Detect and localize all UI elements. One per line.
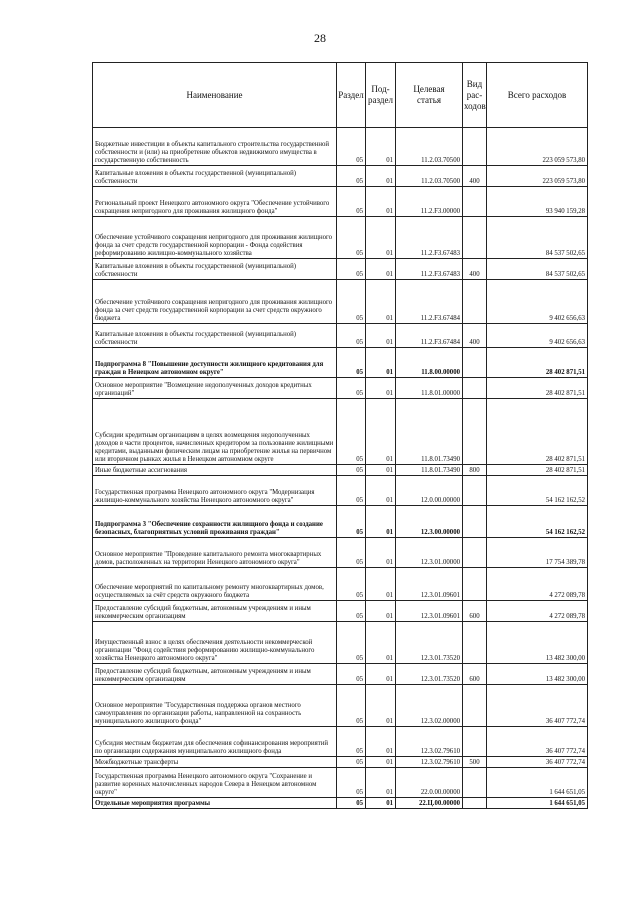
cell-section: 05 — [337, 348, 366, 378]
cell-kind: 500 — [463, 757, 487, 768]
cell-target: 11.8.00.00000 — [396, 348, 463, 378]
cell-name: Основное мероприятие "Государственная поддержка органов местного самоуправления по организации работы, направленной на сохранность муниципального жилищного фонда" — [93, 685, 337, 727]
cell-total: 223 059 573,80 — [487, 166, 588, 187]
cell-kind — [463, 568, 487, 601]
cell-subsection: 01 — [366, 166, 396, 187]
cell-subsection: 01 — [366, 798, 396, 809]
table-row — [93, 622, 588, 664]
cell-subsection: 01 — [366, 664, 396, 685]
table-row — [93, 166, 588, 187]
cell-name: Отдельные мероприятия программы — [93, 798, 337, 809]
table-row — [93, 217, 588, 259]
cell-subsection: 01 — [366, 685, 396, 727]
cell-subsection: 01 — [366, 324, 396, 348]
cell-section: 05 — [337, 259, 366, 280]
cell-subsection: 01 — [366, 399, 396, 465]
cell-subsection: 01 — [366, 622, 396, 664]
cell-subsection: 01 — [366, 768, 396, 798]
cell-subsection: 01 — [366, 568, 396, 601]
cell-kind: 600 — [463, 601, 487, 622]
cell-kind: 400 — [463, 259, 487, 280]
cell-kind — [463, 622, 487, 664]
cell-total: 13 482 300,00 — [487, 622, 588, 664]
cell-target: 11.8.01.73490 — [396, 465, 463, 476]
cell-subsection: 01 — [366, 757, 396, 768]
cell-target: 12.3.01.09601 — [396, 568, 463, 601]
cell-kind — [463, 727, 487, 757]
cell-section: 05 — [337, 768, 366, 798]
header-target: Целевая статья — [396, 63, 463, 128]
cell-kind — [463, 378, 487, 399]
cell-kind — [463, 685, 487, 727]
cell-target: 11.8.01.00000 — [396, 378, 463, 399]
cell-section: 05 — [337, 166, 366, 187]
cell-name: Региональный проект Ненецкого автономного округа "Обеспечение устойчивого сокращения непригодного для проживания жилищного фонда" — [93, 187, 337, 217]
cell-target: 12.3.01.00000 — [396, 538, 463, 568]
cell-total: 54 162 162,52 — [487, 476, 588, 506]
cell-total: 9 402 656,63 — [487, 280, 588, 324]
table-row — [93, 465, 588, 476]
cell-kind — [463, 187, 487, 217]
table-header-row — [93, 63, 588, 128]
cell-name: Межбюджетные трансферты — [93, 757, 337, 768]
cell-kind: 400 — [463, 166, 487, 187]
cell-subsection: 01 — [366, 601, 396, 622]
cell-target: 12.3.02.79610 — [396, 727, 463, 757]
cell-subsection: 01 — [366, 538, 396, 568]
cell-section: 05 — [337, 622, 366, 664]
cell-section: 05 — [337, 538, 366, 568]
cell-subsection: 01 — [366, 465, 396, 476]
cell-section: 05 — [337, 378, 366, 399]
cell-total: 17 754 389,78 — [487, 538, 588, 568]
cell-target: 11.2.F3.67484 — [396, 324, 463, 348]
cell-name: Субсидии кредитным организациям в целях возмещения недополученных доходов в части процентов, начисленных кредитором за пользование жилищными кредитами, выданными физическим лицам на приобретение жилья на первичном или вторичном рынках жилья в Ненецком автономном округе — [93, 399, 337, 465]
cell-name: Капитальные вложения в объекты государственной (муниципальной) собственности — [93, 259, 337, 280]
cell-section: 05 — [337, 465, 366, 476]
page-number: 28 — [314, 31, 326, 45]
cell-target: 12.3.01.73520 — [396, 664, 463, 685]
cell-section: 05 — [337, 798, 366, 809]
header-name: Наименование — [93, 63, 337, 128]
table-row — [93, 685, 588, 727]
cell-total: 223 059 573,80 — [487, 128, 588, 166]
cell-total: 93 940 159,28 — [487, 187, 588, 217]
cell-name: Иные бюджетные ассигнования — [93, 465, 337, 476]
cell-name: Предоставление субсидий бюджетным, автономным учреждениям и иным некоммерческим организациям — [93, 601, 337, 622]
cell-kind — [463, 348, 487, 378]
cell-target: 22.0.00.00000 — [396, 768, 463, 798]
cell-kind: 800 — [463, 465, 487, 476]
cell-section: 05 — [337, 324, 366, 348]
cell-total: 4 272 089,78 — [487, 568, 588, 601]
cell-total: 36 407 772,74 — [487, 727, 588, 757]
cell-target: 11.2.F3.67483 — [396, 217, 463, 259]
header-subsection: Под- раздел — [366, 63, 396, 128]
cell-total: 84 537 502,65 — [487, 259, 588, 280]
cell-target: 11.2.F3.67483 — [396, 259, 463, 280]
cell-section: 05 — [337, 476, 366, 506]
cell-subsection: 01 — [366, 378, 396, 399]
cell-total: 13 482 300,00 — [487, 664, 588, 685]
cell-name: Подпрограмма 3 "Обеспечение сохранности жилищного фонда и создание безопасных, благоприятных условий проживания граждан" — [93, 506, 337, 538]
cell-name: Обеспечение устойчивого сокращения непригодного для проживания жилищного фонда за счет средств государственной корпорации за счет средств окружного бюджета — [93, 280, 337, 324]
table-row — [93, 768, 588, 798]
cell-name: Обеспечение устойчивого сокращения непригодного для проживания жилищного фонда за счет средств государственной корпорации - Фонда содействия реформированию жилищно-коммунального хозяйства — [93, 217, 337, 259]
cell-name: Предоставление субсидий бюджетным, автономным учреждениям и иным некоммерческим организациям — [93, 664, 337, 685]
table-row — [93, 280, 588, 324]
cell-section: 05 — [337, 128, 366, 166]
table-row — [93, 568, 588, 601]
cell-name: Бюджетные инвестиции в объекты капитального строительства государственной собственности и (или) на приобретение объектов недвижимого имущества в государственную собственность — [93, 128, 337, 166]
table-row — [93, 399, 588, 465]
cell-subsection: 01 — [366, 259, 396, 280]
cell-target: 11.2.03.70500 — [396, 128, 463, 166]
cell-target: 12.3.02.00000 — [396, 685, 463, 727]
cell-kind — [463, 768, 487, 798]
cell-kind — [463, 538, 487, 568]
cell-target: 11.2.03.70500 — [396, 166, 463, 187]
cell-target: 11.8.01.73490 — [396, 399, 463, 465]
cell-total: 9 402 656,63 — [487, 324, 588, 348]
table-row — [93, 798, 588, 809]
table-row — [93, 601, 588, 622]
cell-total: 1 644 651,05 — [487, 798, 588, 809]
table-row — [93, 757, 588, 768]
cell-section: 05 — [337, 664, 366, 685]
cell-subsection: 01 — [366, 280, 396, 324]
cell-total: 54 162 162,52 — [487, 506, 588, 538]
table-row — [93, 538, 588, 568]
cell-name: Капитальные вложения в объекты государственной (муниципальной) собственности — [93, 324, 337, 348]
cell-target: 11.2.F3.00000 — [396, 187, 463, 217]
cell-subsection: 01 — [366, 217, 396, 259]
cell-name: Капитальные вложения в объекты государственной (муниципальной) собственности — [93, 166, 337, 187]
cell-total: 36 407 772,74 — [487, 757, 588, 768]
cell-kind — [463, 280, 487, 324]
cell-kind — [463, 798, 487, 809]
cell-total: 28 402 871,51 — [487, 378, 588, 399]
cell-section: 05 — [337, 506, 366, 538]
cell-subsection: 01 — [366, 348, 396, 378]
cell-section: 05 — [337, 187, 366, 217]
cell-kind — [463, 128, 487, 166]
cell-target: 22.Ц.00.00000 — [396, 798, 463, 809]
cell-kind — [463, 476, 487, 506]
cell-kind: 400 — [463, 324, 487, 348]
cell-name: Основное мероприятие "Возмещение недополученных доходов кредитных организаций" — [93, 378, 337, 399]
cell-kind — [463, 399, 487, 465]
cell-name: Подпрограмма 8 "Повышение доступности жилищного кредитования для граждан в Ненецком автономном округе" — [93, 348, 337, 378]
cell-total: 36 407 772,74 — [487, 685, 588, 727]
cell-total: 4 272 089,78 — [487, 601, 588, 622]
table-row — [93, 727, 588, 757]
cell-name: Субсидия местным бюджетам для обеспечения софинансирования мероприятий по организации содержания муниципального жилищного фонда — [93, 727, 337, 757]
table-row — [93, 187, 588, 217]
cell-target: 12.3.01.73520 — [396, 622, 463, 664]
cell-kind — [463, 217, 487, 259]
cell-subsection: 01 — [366, 727, 396, 757]
table-row — [93, 259, 588, 280]
cell-kind — [463, 506, 487, 538]
header-section: Раздел — [337, 63, 366, 128]
cell-section: 05 — [337, 757, 366, 768]
cell-section: 05 — [337, 217, 366, 259]
cell-name: Имущественный взнос в целях обеспечения деятельности некоммерческой организации "Фонд содействия реформированию жилищно-коммунального хозяйства Ненецкого автономного округа" — [93, 622, 337, 664]
cell-section: 05 — [337, 568, 366, 601]
cell-subsection: 01 — [366, 506, 396, 538]
cell-target: 12.0.00.00000 — [396, 476, 463, 506]
cell-section: 05 — [337, 280, 366, 324]
table-row — [93, 664, 588, 685]
table-row — [93, 348, 588, 378]
cell-subsection: 01 — [366, 128, 396, 166]
cell-section: 05 — [337, 685, 366, 727]
cell-name: Обеспечение мероприятий по капитальному ремонту многоквартирных домов, осуществляемых за счёт средств окружного бюджета — [93, 568, 337, 601]
cell-subsection: 01 — [366, 187, 396, 217]
cell-section: 05 — [337, 601, 366, 622]
cell-section: 05 — [337, 727, 366, 757]
cell-target: 12.3.00.00000 — [396, 506, 463, 538]
cell-section: 05 — [337, 399, 366, 465]
cell-total: 28 402 871,51 — [487, 399, 588, 465]
cell-target: 11.2.F3.67484 — [396, 280, 463, 324]
table-body — [93, 128, 588, 809]
cell-target: 12.3.01.09601 — [396, 601, 463, 622]
cell-name: Государственная программа Ненецкого автономного округа "Модернизация жилищно-коммунального хозяйства Ненецкого автономного округа" — [93, 476, 337, 506]
table-row — [93, 506, 588, 538]
cell-total: 84 537 502,65 — [487, 217, 588, 259]
cell-name: Основное мероприятие "Проведение капитального ремонта многоквартирных домов, расположенных на территории Ненецкого автономного округа" — [93, 538, 337, 568]
cell-total: 28 402 871,51 — [487, 465, 588, 476]
cell-target: 12.3.02.79610 — [396, 757, 463, 768]
table-row — [93, 378, 588, 399]
cell-name: Государственная программа Ненецкого автономного округа "Сохранение и развитие коренных малочисленных народов Севера в Ненецком автономном округе" — [93, 768, 337, 798]
table-row — [93, 476, 588, 506]
table-row — [93, 128, 588, 166]
cell-kind: 600 — [463, 664, 487, 685]
budget-table — [92, 62, 588, 809]
header-total: Всего расходов — [487, 63, 588, 128]
cell-total: 28 402 871,51 — [487, 348, 588, 378]
cell-total: 1 644 651,05 — [487, 768, 588, 798]
table-row — [93, 324, 588, 348]
cell-subsection: 01 — [366, 476, 396, 506]
header-kind: Вид рас- ходов — [463, 63, 487, 128]
